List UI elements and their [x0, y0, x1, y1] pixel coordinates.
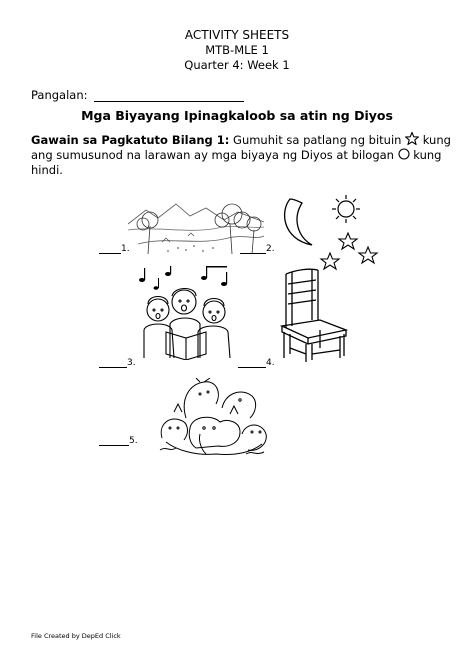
answer-line-3[interactable]	[99, 358, 127, 368]
animals-picture	[156, 378, 268, 458]
sheet-header-title: ACTIVITY SHEETS	[184, 28, 290, 42]
star-icon	[405, 132, 419, 145]
footer-credit: File Created by DepEd Click	[31, 632, 121, 640]
item-number-4: 4.	[266, 358, 275, 368]
answer-line-4[interactable]	[238, 358, 266, 368]
answer-blank-5[interactable]	[99, 436, 138, 446]
answer-blank-2[interactable]	[240, 244, 275, 254]
answer-line-2[interactable]	[240, 244, 266, 254]
circle-icon	[398, 148, 410, 160]
sheet-header-quarter: Quarter 4: Week 1	[184, 58, 290, 72]
sheet-header-subject: MTB-MLE 1	[205, 43, 269, 57]
name-field-row	[31, 88, 244, 102]
name-blank-line[interactable]	[94, 89, 244, 102]
children-singing-picture	[134, 266, 240, 360]
answer-line-5[interactable]	[99, 436, 129, 446]
task-instructions	[31, 132, 451, 178]
chair-picture	[276, 268, 352, 362]
lesson-title: Mga Biyayang Ipinagkaloob sa atin ng Diyos	[81, 108, 393, 123]
task-text-a: Gumuhit sa patlang ng bituin	[229, 133, 402, 147]
answer-line-1[interactable]	[99, 244, 121, 254]
item-number-2: 2.	[266, 244, 275, 254]
item-number-5: 5.	[129, 436, 138, 446]
answer-blank-3[interactable]	[99, 358, 136, 368]
moon-sun-stars-picture	[276, 193, 386, 273]
item-number-1: 1.	[121, 244, 130, 254]
item-number-3: 3.	[127, 358, 136, 368]
name-label: Pangalan:	[31, 88, 88, 102]
task-text-c: kung hindi.	[31, 148, 442, 177]
answer-blank-4[interactable]	[238, 358, 275, 368]
answer-blank-1[interactable]	[99, 244, 130, 254]
task-heading: Gawain sa Pagkatuto Bilang 1:	[31, 133, 230, 147]
task-text-b: kung ang sumusunod na larawan ay mga biyaya ng Diyos at bilogan	[31, 133, 451, 162]
